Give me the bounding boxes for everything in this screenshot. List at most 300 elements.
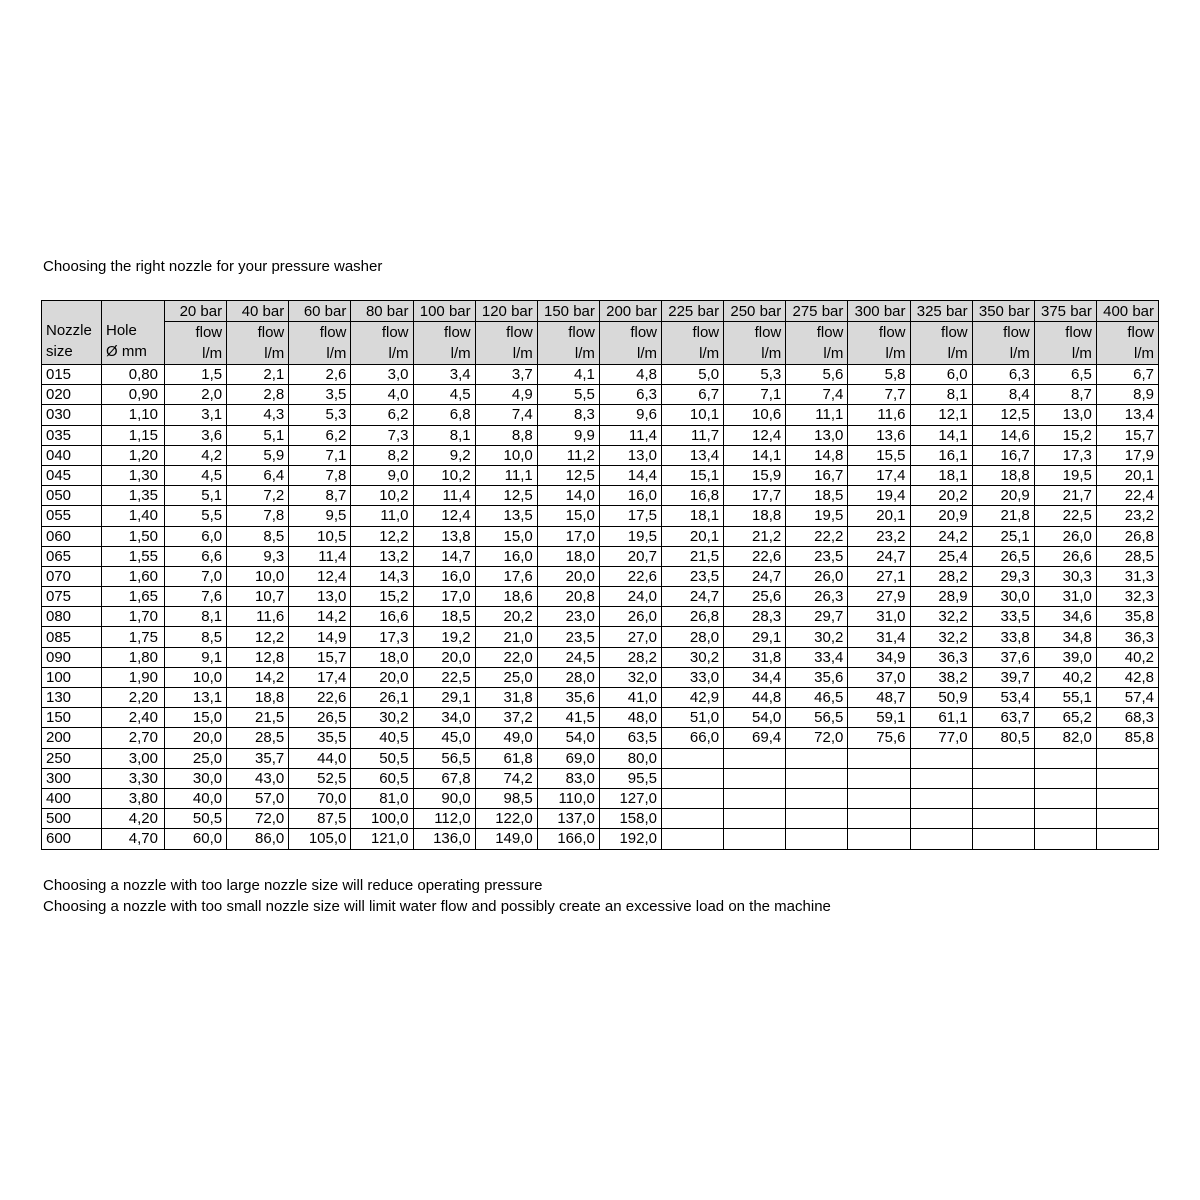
flow-value-cell: 26,5 — [289, 708, 351, 728]
flow-value-cell: 20,2 — [910, 486, 972, 506]
flow-value-cell: 12,8 — [227, 647, 289, 667]
nozzle-size-cell: 015 — [42, 365, 102, 385]
flow-value-cell: 7,1 — [289, 445, 351, 465]
flow-value-cell: 21,8 — [972, 506, 1034, 526]
flow-value-cell: 24,7 — [848, 546, 910, 566]
flow-value-cell: 22,5 — [413, 667, 475, 687]
flow-value-cell: 17,4 — [289, 667, 351, 687]
flow-value-cell: 40,0 — [165, 788, 227, 808]
flow-value-cell: 31,8 — [475, 688, 537, 708]
pressure-column-header: 375 bar — [1034, 301, 1096, 322]
flow-value-cell: 30,2 — [351, 708, 413, 728]
flow-value-cell: 9,6 — [599, 405, 661, 425]
flow-value-cell: 80,5 — [972, 728, 1034, 748]
flow-value-cell: 22,6 — [724, 546, 786, 566]
table-header — [42, 301, 1159, 365]
flow-value-cell: 37,2 — [475, 708, 537, 728]
flow-value-cell: 34,4 — [724, 667, 786, 687]
table-row — [42, 788, 1159, 808]
flow-unit-header — [537, 322, 599, 365]
nozzle-size-cell: 065 — [42, 546, 102, 566]
flow-value-cell: 40,2 — [1096, 647, 1158, 667]
flow-value-cell: 42,9 — [662, 688, 724, 708]
flow-value-cell: 28,0 — [537, 667, 599, 687]
flow-value-cell: 35,7 — [227, 748, 289, 768]
flow-value-cell: 137,0 — [537, 809, 599, 829]
flow-value-cell: 13,5 — [475, 506, 537, 526]
flow-value-cell: 60,0 — [165, 829, 227, 849]
note-too-small: Choosing a nozzle with too small nozzle size will limit water flow and possibly create an excessive load on the machine — [43, 898, 831, 915]
flow-value-cell: 48,7 — [848, 688, 910, 708]
flow-value-cell: 17,5 — [599, 506, 661, 526]
flow-value-cell: 9,1 — [165, 647, 227, 667]
nozzle-size-cell: 130 — [42, 688, 102, 708]
flow-value-cell: 12,5 — [972, 405, 1034, 425]
flow-value-cell: 29,3 — [972, 566, 1034, 586]
flow-value-cell: 83,0 — [537, 768, 599, 788]
flow-unit-header — [475, 322, 537, 365]
flow-value-cell: 35,6 — [786, 667, 848, 687]
flow-value-cell: 20,1 — [848, 506, 910, 526]
flow-label: flow — [506, 324, 533, 341]
hole-diameter-cell: 2,40 — [102, 708, 165, 728]
nozzle-size-cell: 200 — [42, 728, 102, 748]
flow-value-cell: 29,7 — [786, 607, 848, 627]
table-row — [42, 728, 1159, 748]
nozzle-header-line2: size — [46, 343, 73, 360]
flow-value-cell: 10,0 — [475, 445, 537, 465]
flow-unit-header — [786, 322, 848, 365]
pressure-column-header: 275 bar — [786, 301, 848, 322]
flow-value-cell: 40,5 — [351, 728, 413, 748]
flow-value-cell: 43,0 — [227, 768, 289, 788]
table-row — [42, 546, 1159, 566]
flow-value-cell: 105,0 — [289, 829, 351, 849]
flow-value-cell: 12,5 — [475, 486, 537, 506]
nozzle-size-cell: 075 — [42, 587, 102, 607]
unit-label: l/m — [1071, 345, 1092, 362]
hole-diameter-cell: 1,70 — [102, 607, 165, 627]
flow-value-cell: 46,5 — [786, 688, 848, 708]
flow-value-cell: 10,2 — [351, 486, 413, 506]
hole-diameter-cell: 1,90 — [102, 667, 165, 687]
flow-unit-header — [724, 322, 786, 365]
flow-value-cell: 17,0 — [537, 526, 599, 546]
flow-value-cell: 24,0 — [599, 587, 661, 607]
pressure-column-header: 40 bar — [227, 301, 289, 322]
flow-value-cell: 61,8 — [475, 748, 537, 768]
flow-value-cell: 25,4 — [910, 546, 972, 566]
flow-value-cell: 61,1 — [910, 708, 972, 728]
flow-value-cell: 14,0 — [537, 486, 599, 506]
hole-diameter-cell: 3,00 — [102, 748, 165, 768]
flow-value-cell: 10,0 — [165, 667, 227, 687]
flow-value-cell: 39,7 — [972, 667, 1034, 687]
flow-value-cell: 21,7 — [1034, 486, 1096, 506]
flow-label: flow — [568, 324, 595, 341]
unit-label: l/m — [388, 345, 409, 362]
flow-unit-header — [413, 322, 475, 365]
flow-value-cell: 16,6 — [351, 607, 413, 627]
flow-value-cell: 50,5 — [165, 809, 227, 829]
flow-value-cell: 12,4 — [289, 566, 351, 586]
flow-value-cell: 33,0 — [662, 667, 724, 687]
flow-value-cell: 10,7 — [227, 587, 289, 607]
flow-label: flow — [1065, 324, 1092, 341]
unit-label: l/m — [947, 345, 968, 362]
flow-value-cell: 57,4 — [1096, 688, 1158, 708]
nozzle-size-cell: 090 — [42, 647, 102, 667]
flow-value-cell: 70,0 — [289, 788, 351, 808]
pressure-column-header: 225 bar — [662, 301, 724, 322]
flow-value-cell: 5,0 — [662, 365, 724, 385]
header-row-units — [42, 322, 1159, 365]
header-row-pressures — [42, 301, 1159, 322]
flow-value-cell — [1096, 788, 1158, 808]
flow-value-cell: 44,8 — [724, 688, 786, 708]
hole-diameter-cell: 3,30 — [102, 768, 165, 788]
nozzle-size-cell: 100 — [42, 667, 102, 687]
flow-value-cell: 33,8 — [972, 627, 1034, 647]
flow-value-cell — [724, 748, 786, 768]
flow-value-cell: 7,7 — [848, 385, 910, 405]
flow-value-cell: 7,6 — [165, 587, 227, 607]
flow-value-cell: 15,1 — [662, 465, 724, 485]
flow-value-cell: 27,1 — [848, 566, 910, 586]
flow-value-cell: 95,5 — [599, 768, 661, 788]
flow-value-cell: 22,4 — [1096, 486, 1158, 506]
table-row — [42, 809, 1159, 829]
flow-value-cell — [724, 788, 786, 808]
unit-label: l/m — [512, 345, 533, 362]
flow-value-cell — [848, 768, 910, 788]
flow-value-cell: 75,6 — [848, 728, 910, 748]
nozzle-size-cell: 250 — [42, 748, 102, 768]
flow-value-cell: 23,5 — [537, 627, 599, 647]
flow-value-cell: 4,8 — [599, 365, 661, 385]
hole-diameter-cell: 1,65 — [102, 587, 165, 607]
flow-value-cell: 23,2 — [1096, 506, 1158, 526]
flow-label: flow — [319, 324, 347, 341]
flow-value-cell: 56,5 — [413, 748, 475, 768]
table-row — [42, 486, 1159, 506]
flow-value-cell: 127,0 — [599, 788, 661, 808]
hole-diameter-cell: 1,55 — [102, 546, 165, 566]
flow-label: flow — [754, 324, 782, 341]
table-row — [42, 607, 1159, 627]
flow-value-cell: 22,6 — [599, 566, 661, 586]
flow-value-cell — [972, 748, 1034, 768]
flow-value-cell: 59,1 — [848, 708, 910, 728]
flow-value-cell: 6,4 — [227, 465, 289, 485]
flow-value-cell — [786, 768, 848, 788]
flow-value-cell: 6,2 — [351, 405, 413, 425]
flow-value-cell: 7,4 — [786, 385, 848, 405]
flow-value-cell: 26,0 — [786, 566, 848, 586]
unit-label: l/m — [1009, 345, 1030, 362]
nozzle-size-column-header — [42, 301, 102, 365]
flow-value-cell: 13,0 — [1034, 405, 1096, 425]
flow-value-cell: 21,5 — [662, 546, 724, 566]
flow-value-cell: 60,5 — [351, 768, 413, 788]
flow-value-cell: 25,1 — [972, 526, 1034, 546]
flow-unit-header — [351, 322, 413, 365]
flow-unit-header — [1034, 322, 1096, 365]
flow-value-cell: 5,9 — [227, 445, 289, 465]
flow-value-cell: 24,7 — [724, 566, 786, 586]
flow-value-cell: 4,2 — [165, 445, 227, 465]
flow-value-cell — [662, 809, 724, 829]
flow-value-cell: 18,0 — [537, 546, 599, 566]
table-row — [42, 425, 1159, 445]
flow-value-cell — [910, 748, 972, 768]
flow-value-cell: 8,4 — [972, 385, 1034, 405]
pressure-column-header: 250 bar — [724, 301, 786, 322]
flow-value-cell: 5,6 — [786, 365, 848, 385]
unit-label: l/m — [699, 345, 720, 362]
flow-value-cell: 49,0 — [475, 728, 537, 748]
nozzle-size-cell: 080 — [42, 607, 102, 627]
flow-label: flow — [878, 324, 906, 341]
flow-value-cell: 5,5 — [165, 506, 227, 526]
flow-value-cell — [910, 809, 972, 829]
flow-unit-header — [165, 322, 227, 365]
hole-header-line2: Ø mm — [106, 343, 147, 360]
hole-diameter-cell: 2,20 — [102, 688, 165, 708]
footnotes — [43, 875, 1160, 918]
page-title: Choosing the right nozzle for your pressure washer — [43, 258, 383, 275]
flow-value-cell: 17,6 — [475, 566, 537, 586]
flow-value-cell: 3,1 — [165, 405, 227, 425]
flow-value-cell: 4,3 — [227, 405, 289, 425]
pressure-column-header: 400 bar — [1096, 301, 1158, 322]
flow-value-cell: 34,0 — [413, 708, 475, 728]
flow-value-cell: 6,0 — [910, 365, 972, 385]
flow-unit-header — [289, 322, 351, 365]
flow-value-cell: 8,5 — [227, 526, 289, 546]
flow-value-cell: 13,4 — [662, 445, 724, 465]
flow-value-cell: 4,1 — [537, 365, 599, 385]
hole-header-line1: Hole — [106, 322, 137, 339]
flow-value-cell: 13,0 — [289, 587, 351, 607]
flow-value-cell: 12,4 — [413, 506, 475, 526]
nozzle-size-cell: 150 — [42, 708, 102, 728]
flow-value-cell: 15,5 — [848, 445, 910, 465]
pressure-column-header: 200 bar — [599, 301, 661, 322]
flow-value-cell: 14,2 — [289, 607, 351, 627]
flow-value-cell: 6,7 — [662, 385, 724, 405]
flow-value-cell: 4,0 — [351, 385, 413, 405]
flow-value-cell: 34,9 — [848, 647, 910, 667]
flow-value-cell: 5,3 — [724, 365, 786, 385]
flow-label: flow — [195, 324, 223, 341]
flow-value-cell: 16,8 — [662, 486, 724, 506]
flow-value-cell: 40,2 — [1034, 667, 1096, 687]
flow-value-cell — [910, 829, 972, 849]
flow-value-cell: 77,0 — [910, 728, 972, 748]
flow-value-cell: 8,8 — [475, 425, 537, 445]
unit-label: l/m — [574, 345, 595, 362]
flow-value-cell — [910, 768, 972, 788]
flow-value-cell — [972, 788, 1034, 808]
flow-value-cell: 24,2 — [910, 526, 972, 546]
nozzle-flow-table — [41, 300, 1159, 850]
flow-unit-header — [910, 322, 972, 365]
flow-value-cell: 3,0 — [351, 365, 413, 385]
flow-value-cell — [1034, 788, 1096, 808]
flow-value-cell: 38,2 — [910, 667, 972, 687]
flow-value-cell: 23,5 — [786, 546, 848, 566]
flow-value-cell: 11,2 — [537, 445, 599, 465]
flow-value-cell: 15,7 — [289, 647, 351, 667]
flow-value-cell: 52,5 — [289, 768, 351, 788]
flow-value-cell: 20,7 — [599, 546, 661, 566]
flow-value-cell: 80,0 — [599, 748, 661, 768]
flow-value-cell: 72,0 — [786, 728, 848, 748]
table-body — [42, 365, 1159, 850]
flow-value-cell — [848, 788, 910, 808]
hole-diameter-cell: 1,80 — [102, 647, 165, 667]
flow-value-cell: 100,0 — [351, 809, 413, 829]
flow-value-cell: 69,4 — [724, 728, 786, 748]
flow-value-cell: 15,0 — [537, 506, 599, 526]
flow-value-cell: 23,0 — [537, 607, 599, 627]
flow-value-cell — [1096, 829, 1158, 849]
flow-value-cell: 81,0 — [351, 788, 413, 808]
flow-value-cell — [910, 788, 972, 808]
flow-value-cell: 10,5 — [289, 526, 351, 546]
flow-value-cell: 19,4 — [848, 486, 910, 506]
flow-value-cell: 33,4 — [786, 647, 848, 667]
pressure-column-header: 350 bar — [972, 301, 1034, 322]
flow-value-cell: 55,1 — [1034, 688, 1096, 708]
flow-value-cell: 30,0 — [972, 587, 1034, 607]
flow-label: flow — [1003, 324, 1030, 341]
flow-value-cell: 82,0 — [1034, 728, 1096, 748]
flow-value-cell: 2,6 — [289, 365, 351, 385]
flow-value-cell: 16,7 — [786, 465, 848, 485]
flow-value-cell: 27,0 — [599, 627, 661, 647]
flow-value-cell — [1096, 768, 1158, 788]
flow-value-cell: 110,0 — [537, 788, 599, 808]
flow-label: flow — [1127, 324, 1154, 341]
flow-value-cell: 26,0 — [599, 607, 661, 627]
unit-label: l/m — [264, 345, 285, 362]
flow-value-cell: 41,0 — [599, 688, 661, 708]
flow-value-cell: 5,5 — [537, 385, 599, 405]
flow-value-cell: 11,0 — [351, 506, 413, 526]
table-row — [42, 708, 1159, 728]
flow-value-cell: 18,1 — [662, 506, 724, 526]
nozzle-size-cell: 045 — [42, 465, 102, 485]
flow-value-cell: 10,2 — [413, 465, 475, 485]
flow-value-cell: 74,2 — [475, 768, 537, 788]
flow-value-cell: 32,2 — [910, 607, 972, 627]
flow-value-cell: 16,1 — [910, 445, 972, 465]
flow-value-cell: 18,8 — [724, 506, 786, 526]
flow-value-cell: 17,4 — [848, 465, 910, 485]
flow-value-cell: 4,5 — [413, 385, 475, 405]
flow-value-cell: 14,2 — [227, 667, 289, 687]
table-row — [42, 627, 1159, 647]
flow-value-cell: 16,7 — [972, 445, 1034, 465]
flow-value-cell: 32,3 — [1096, 587, 1158, 607]
flow-value-cell: 8,1 — [910, 385, 972, 405]
flow-value-cell: 9,5 — [289, 506, 351, 526]
flow-value-cell: 10,6 — [724, 405, 786, 425]
flow-value-cell: 28,5 — [1096, 546, 1158, 566]
unit-label: l/m — [761, 345, 782, 362]
flow-value-cell: 12,5 — [537, 465, 599, 485]
flow-value-cell: 31,8 — [724, 647, 786, 667]
flow-value-cell: 53,4 — [972, 688, 1034, 708]
flow-value-cell: 10,1 — [662, 405, 724, 425]
flow-value-cell: 15,0 — [475, 526, 537, 546]
flow-value-cell: 10,0 — [227, 566, 289, 586]
flow-value-cell: 24,5 — [537, 647, 599, 667]
flow-value-cell: 14,1 — [724, 445, 786, 465]
flow-value-cell: 13,1 — [165, 688, 227, 708]
flow-value-cell: 16,0 — [475, 546, 537, 566]
flow-value-cell: 20,1 — [662, 526, 724, 546]
flow-value-cell: 13,4 — [1096, 405, 1158, 425]
nozzle-size-cell: 040 — [42, 445, 102, 465]
flow-unit-header — [227, 322, 289, 365]
flow-value-cell — [848, 748, 910, 768]
hole-diameter-cell: 1,30 — [102, 465, 165, 485]
pressure-column-header: 100 bar — [413, 301, 475, 322]
flow-value-cell: 14,9 — [289, 627, 351, 647]
flow-value-cell: 9,3 — [227, 546, 289, 566]
pressure-column-header: 300 bar — [848, 301, 910, 322]
flow-value-cell: 6,7 — [1096, 365, 1158, 385]
flow-value-cell: 42,8 — [1096, 667, 1158, 687]
flow-unit-header — [1096, 322, 1158, 365]
hole-diameter-cell: 1,75 — [102, 627, 165, 647]
flow-value-cell: 3,6 — [165, 425, 227, 445]
flow-value-cell: 9,0 — [351, 465, 413, 485]
flow-value-cell: 22,2 — [786, 526, 848, 546]
flow-value-cell: 20,0 — [537, 566, 599, 586]
flow-value-cell: 32,2 — [910, 627, 972, 647]
flow-value-cell: 29,1 — [724, 627, 786, 647]
flow-value-cell: 34,6 — [1034, 607, 1096, 627]
flow-value-cell: 30,2 — [662, 647, 724, 667]
nozzle-size-cell: 085 — [42, 627, 102, 647]
flow-value-cell: 45,0 — [413, 728, 475, 748]
flow-value-cell: 21,2 — [724, 526, 786, 546]
flow-value-cell — [662, 748, 724, 768]
flow-value-cell: 17,9 — [1096, 445, 1158, 465]
flow-value-cell: 30,2 — [786, 627, 848, 647]
flow-value-cell: 90,0 — [413, 788, 475, 808]
flow-value-cell: 15,2 — [1034, 425, 1096, 445]
nozzle-size-cell: 500 — [42, 809, 102, 829]
flow-value-cell: 13,8 — [413, 526, 475, 546]
flow-value-cell: 26,6 — [1034, 546, 1096, 566]
table-row — [42, 385, 1159, 405]
nozzle-size-cell: 060 — [42, 526, 102, 546]
flow-value-cell: 30,0 — [165, 768, 227, 788]
nozzle-size-cell: 600 — [42, 829, 102, 849]
flow-value-cell — [1096, 748, 1158, 768]
flow-value-cell: 35,6 — [537, 688, 599, 708]
flow-value-cell: 26,3 — [786, 587, 848, 607]
flow-value-cell — [1034, 809, 1096, 829]
flow-value-cell: 19,5 — [1034, 465, 1096, 485]
flow-value-cell: 13,0 — [599, 445, 661, 465]
flow-label: flow — [381, 324, 409, 341]
